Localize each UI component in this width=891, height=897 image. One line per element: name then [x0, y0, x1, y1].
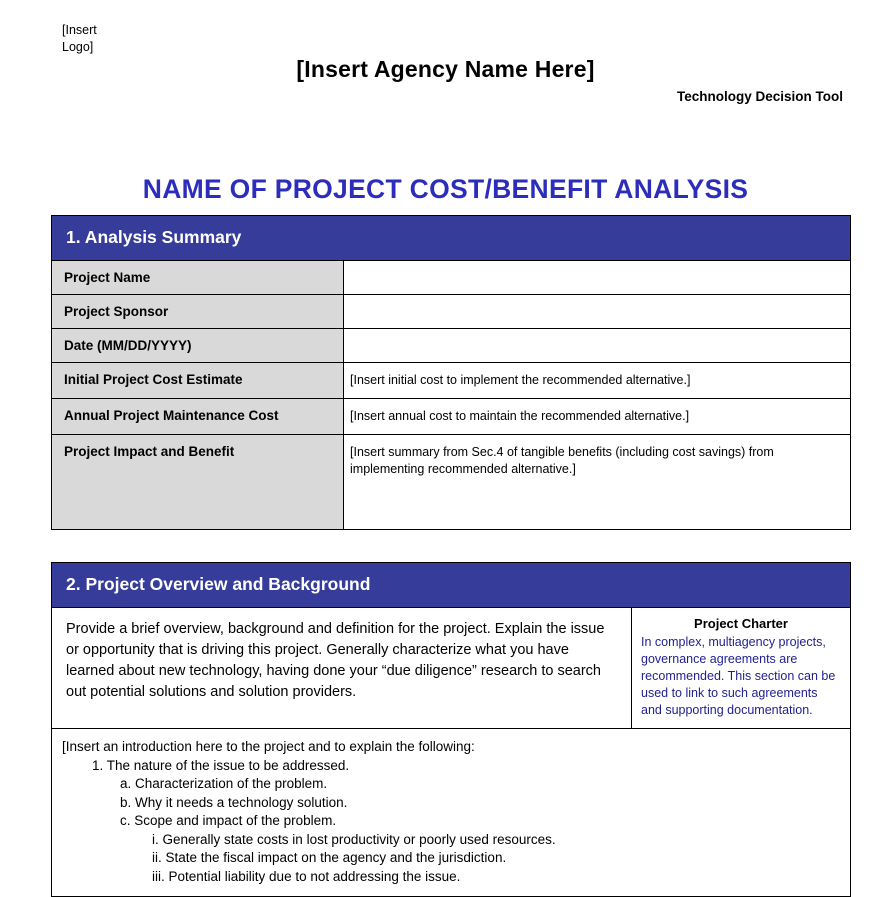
row-label: Date (MM/DD/YYYY)	[52, 329, 344, 362]
agency-name: [Insert Agency Name Here]	[296, 56, 595, 82]
list-item: i. Generally state costs in lost productivity or poorly used resources.	[152, 831, 556, 847]
list-item: b. Why it needs a technology solution.	[120, 794, 348, 810]
project-charter-text: In complex, multiagency projects, governance agreements are recommended. This section can be used to link to such agreements and supporting documentation.	[641, 635, 836, 717]
row-value[interactable]: [Insert initial cost to implement the recommended alternative.]	[350, 373, 691, 387]
table-row	[52, 295, 850, 329]
overview-text[interactable]: Provide a brief overview, background and definition for the project. Explain the issue or opportunity that is driving this project. Generally characterize what you have learned about new technology, having done your “due diligence” research to search out potential solutions and solution providers.	[52, 608, 632, 728]
list-item: iii. Potential liability due to not addressing the issue.	[152, 868, 461, 884]
row-value[interactable]: [Insert annual cost to maintain the recommended alternative.]	[350, 409, 690, 423]
row-value[interactable]: [Insert summary from Sec.4 of tangible benefits (including cost savings) from implementing recommended alternative.]	[350, 445, 774, 476]
section-analysis-summary	[51, 215, 851, 530]
table-row	[52, 261, 850, 295]
section-2-heading: 2. Project Overview and Background	[52, 563, 850, 608]
table-row	[52, 329, 850, 363]
document-header	[0, 0, 891, 118]
overview-row	[52, 608, 850, 729]
table-row	[52, 399, 850, 435]
section-project-overview	[51, 562, 851, 897]
row-label: Project Name	[52, 261, 344, 294]
table-row	[52, 435, 850, 529]
list-item: 1. The nature of the issue to be addressed.	[92, 757, 350, 773]
row-label: Project Impact and Benefit	[52, 435, 344, 529]
list-item: a. Characterization of the problem.	[120, 776, 328, 791]
row-label: Annual Project Maintenance Cost	[52, 399, 344, 434]
list-item: [Insert an introduction here to the project and to explain the following:	[62, 739, 475, 754]
logo-placeholder: [Insert Logo]	[62, 23, 97, 54]
list-item: ii. State the fiscal impact on the agency and the jurisdiction.	[152, 850, 507, 865]
page-title: NAME OF PROJECT COST/BENEFIT ANALYSIS	[142, 174, 749, 204]
tool-name: Technology Decision Tool	[676, 89, 843, 104]
row-value[interactable]	[344, 261, 850, 294]
row-value[interactable]	[344, 329, 850, 362]
row-value[interactable]	[344, 295, 850, 328]
list-item: c. Scope and impact of the problem.	[120, 813, 337, 828]
row-label: Project Sponsor	[52, 295, 344, 328]
project-charter-box	[632, 608, 850, 728]
project-charter-title: Project Charter	[694, 616, 788, 631]
intro-instructions[interactable]	[52, 729, 850, 896]
row-label: Initial Project Cost Estimate	[52, 363, 344, 398]
section-1-heading: 1. Analysis Summary	[52, 216, 850, 261]
table-row	[52, 363, 850, 399]
